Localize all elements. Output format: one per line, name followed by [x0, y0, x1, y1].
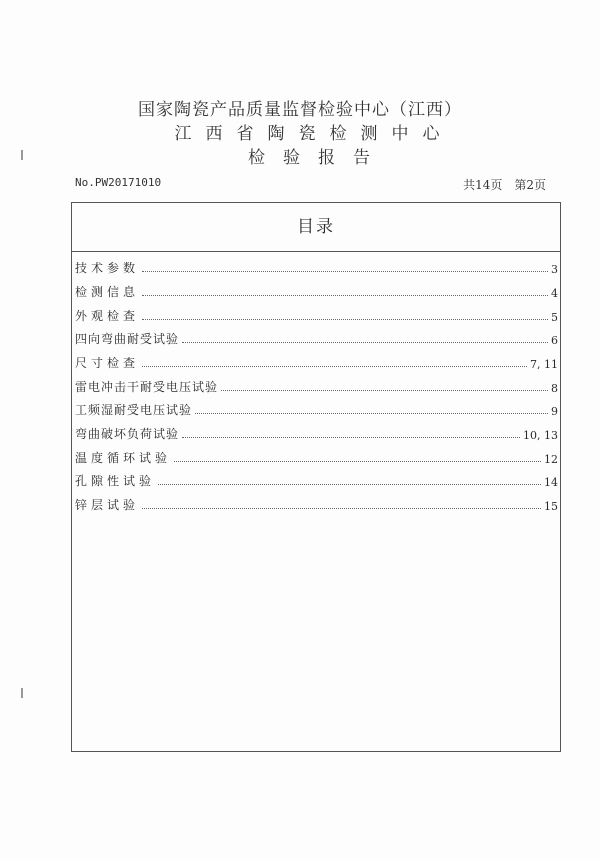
binding-mark: [21, 150, 23, 160]
toc-entry-page: 10, 13: [523, 429, 558, 442]
binding-mark: [21, 688, 23, 698]
leader-dots: [195, 412, 548, 414]
toc-entry-label: 工频湿耐受电压试验: [75, 403, 193, 417]
toc-entry: [75, 495, 558, 513]
toc-entry-page: 15: [544, 500, 558, 513]
toc-entry: [75, 471, 558, 489]
leader-dots: [174, 460, 541, 462]
toc-entry-page: 7, 11: [530, 358, 558, 371]
toc-entry-page: 8: [551, 382, 558, 395]
toc-entry-label: 尺寸检查: [75, 356, 140, 370]
page-info: 共14页 第2页: [463, 178, 546, 192]
leader-dots: [142, 507, 541, 509]
leader-dots: [158, 483, 541, 485]
leader-dots: [182, 436, 520, 438]
leader-dots: [182, 341, 548, 343]
leader-dots: [142, 270, 548, 272]
toc-entry-label: 检测信息: [75, 285, 140, 299]
toc-entry: [75, 400, 558, 418]
toc-entry-page: 3: [551, 263, 558, 276]
toc-entry: [75, 377, 558, 395]
toc-entry-page: 14: [544, 476, 558, 489]
leader-dots: [142, 318, 548, 320]
toc-entry: [75, 353, 558, 371]
toc-entry-label: 四向弯曲耐受试验: [75, 332, 180, 346]
report-number: No.PW20171010: [75, 176, 162, 189]
toc-entry: [75, 258, 558, 276]
document-title: 检验报告: [248, 148, 388, 168]
toc-entry-label: 温度循环试验: [75, 451, 172, 465]
toc-entry-label: 外观检查: [75, 309, 140, 323]
toc-box: [71, 202, 561, 752]
toc-entry-label: 锌层试验: [75, 498, 140, 512]
org-name-line1: 国家陶瓷产品质量监督检验中心（江西）: [138, 100, 462, 120]
toc-entry: [75, 282, 558, 300]
toc-entry: [75, 424, 558, 442]
toc-entry-page: 6: [551, 334, 558, 347]
toc-entry-label: 孔隙性试验: [75, 474, 156, 488]
toc-entry-page: 12: [544, 453, 558, 466]
toc-entry: [75, 329, 558, 347]
toc-entry-label: 雷电冲击干耐受电压试验: [75, 380, 219, 394]
leader-dots: [142, 294, 548, 296]
toc-entry-label: 弯曲破坏负荷试验: [75, 427, 180, 441]
toc-entry-page: 4: [551, 287, 558, 300]
toc-entry-page: 9: [551, 405, 558, 418]
toc-entry-page: 5: [551, 311, 558, 324]
leader-dots: [221, 389, 548, 391]
toc-title: 目录: [72, 203, 560, 252]
toc-entry-label: 技术参数: [75, 261, 140, 275]
org-name-line2: 江西省陶瓷检测中心: [174, 124, 454, 144]
toc-entry: [75, 306, 558, 324]
leader-dots: [142, 365, 527, 367]
toc-entry: [75, 448, 558, 466]
